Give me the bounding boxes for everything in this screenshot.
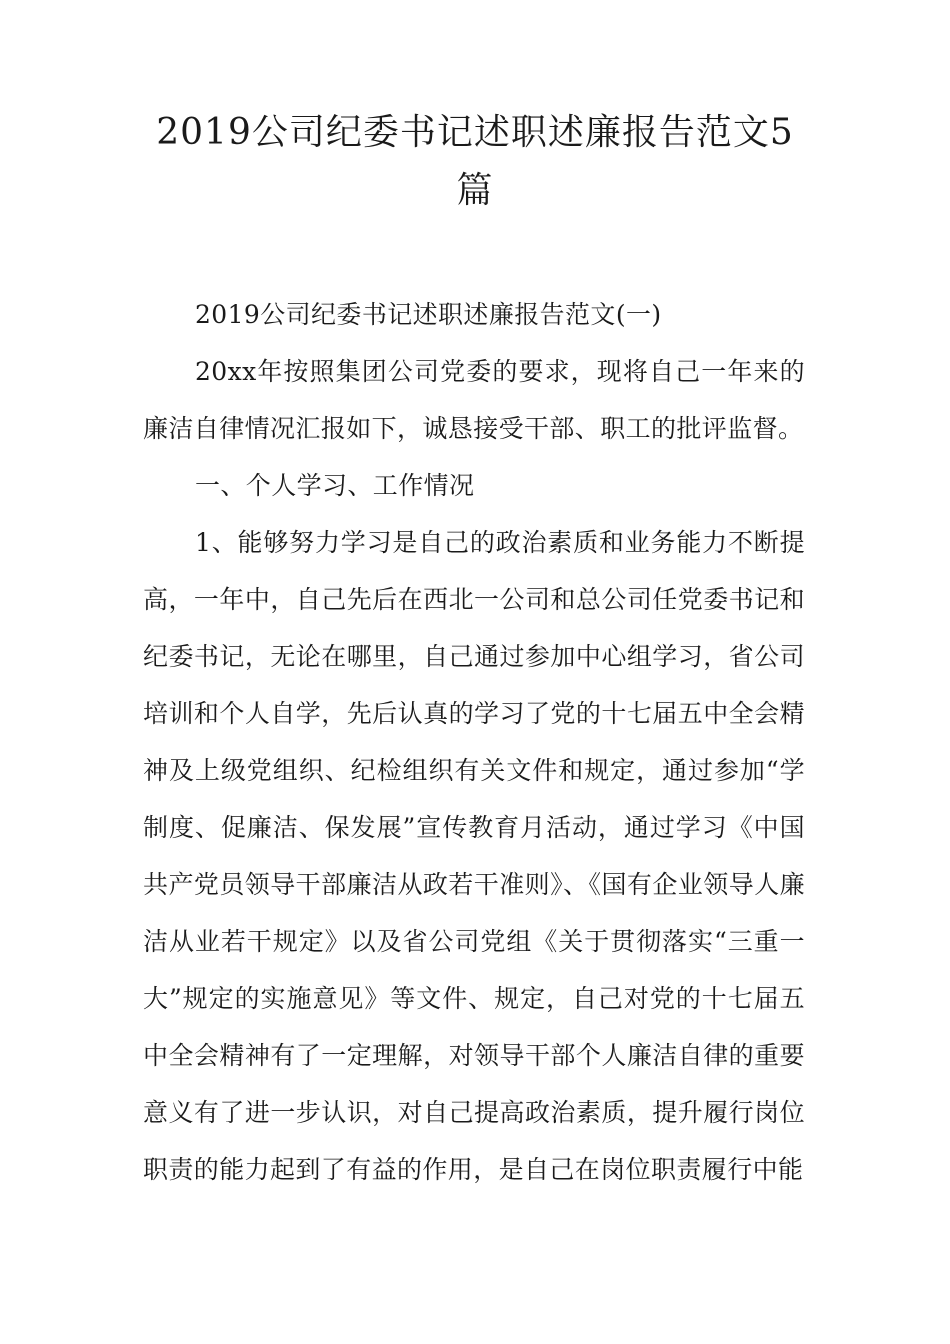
document-body: [143, 286, 805, 1198]
body-paragraph: 1、能够努力学习是自己的政治素质和业务能力不断提高，一年中，自己先后在西北一公司和总公司任党委书记和纪委书记，无论在哪里，自己通过参加中心组学习，省公司培训和个人自学，先后认真的学习了党的十七届五中全会精神及上级党组织、纪检组织有关文件和规定，通过参加“学制度、促廉洁、保发展”宣传教育月活动，通过学习《中国共产党员领导干部廉洁从政若干准则》、《国有企业领导人廉洁从业若干规定》以及省公司党组《关于贯彻落实“三重一大”规定的实施意见》等文件、规定，自己对党的十七届五中全会精神有了一定理解，对领导干部个人廉洁自律的重要意义有了进一步认识，对自己提高政治素质，提升履行岗位职责的能力起到了有益的作用，是自己在岗位职责履行中能: [143, 528, 805, 1184]
document-title: 2019公司纪委书记述职述廉报告范文5篇: [156, 112, 794, 211]
section-heading: 2019公司纪委书记述职述廉报告范文(一): [195, 300, 662, 329]
intro-paragraph: 20xx年按照集团公司党委的要求，现将自己一年来的廉洁自律情况汇报如下，诚恳接受干部、职工的批评监督。: [143, 357, 805, 443]
subsection-heading: 一、个人学习、工作情况: [195, 471, 475, 500]
